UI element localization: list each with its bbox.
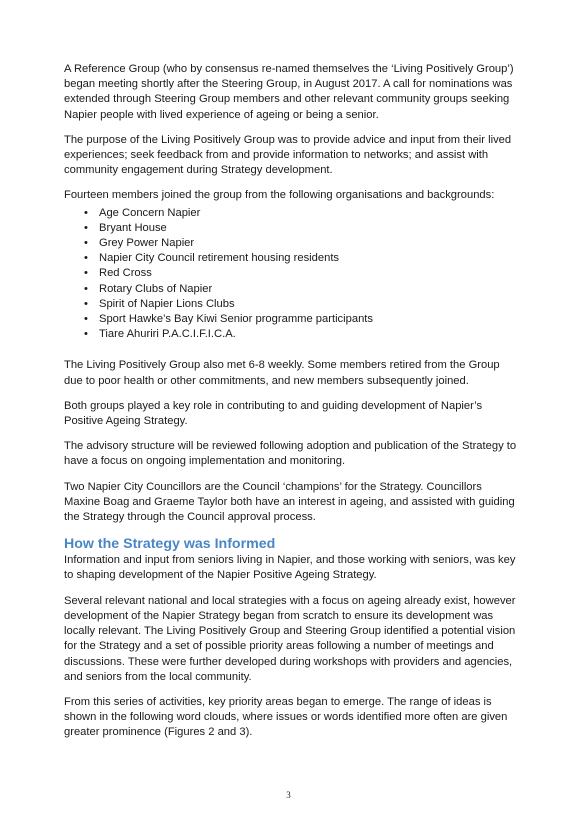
list-item: • Tiare Ahuriri P.A.C.I.F.I.C.A. bbox=[64, 327, 520, 342]
group-paragraph-key-role: Both groups played a key role in contributing to and guiding development of Napier’s Positive Ageing Strategy. bbox=[64, 399, 483, 428]
organisation-list bbox=[64, 206, 520, 343]
list-item: • Rotary Clubs of Napier bbox=[64, 282, 520, 297]
informed-paragraph-strategies: Several relevant national and local strategies with a focus on ageing already exist, however development of the Napier Strategy began from scratch to ensure its development was locally relevant. The Living Positively Group and Steering Group identified a potential vision for the Strategy and a set of possible priority areas following a number of meetings and discussions. These were further developed during workshops with providers and agencies, and seniors from the local community. bbox=[64, 594, 516, 683]
section-heading: How the Strategy was Informed bbox=[64, 536, 276, 553]
intro-paragraph-members: Fourteen members joined the group from the following organisations and backgrounds: bbox=[64, 189, 495, 202]
document-body bbox=[64, 62, 520, 751]
intro-paragraph-purpose: The purpose of the Living Positively Group was to provide advice and input from their lived experiences; seek feedback from and provide information to networks; and assist with community engagement during Strategy development. bbox=[64, 133, 512, 177]
intro-paragraph-reference-group: A Reference Group (who by consensus re-named themselves the ‘Living Positively Group’) began meeting shortly after the Steering Group, in August 2017. A call for nominations was extended through Steering Group members and other relevant community groups seeking Napier people with lived experience of ageing or being a senior. bbox=[64, 63, 514, 121]
list-item: • Sport Hawke’s Bay Kiwi Senior programme participants bbox=[64, 312, 520, 327]
list-item: • Bryant House bbox=[64, 221, 520, 236]
list-item: • Age Concern Napier bbox=[64, 206, 520, 221]
informed-paragraph-word-clouds: From this series of activities, key priority areas began to emerge. The range of ideas is shown in the following word clouds, where issues or words identified more often are given greater prominence (Figures 2 and 3). bbox=[64, 695, 508, 739]
group-paragraph-review: The advisory structure will be reviewed following adoption and publication of the Strategy to have a focus on ongoing implementation and monitoring. bbox=[64, 440, 517, 468]
list-item: • Spirit of Napier Lions Clubs bbox=[64, 297, 520, 312]
list-item: • Red Cross bbox=[64, 266, 520, 281]
list-item: • Napier City Council retirement housing residents bbox=[64, 251, 520, 266]
group-paragraph-meetings: The Living Positively Group also met 6-8 weekly. Some members retired from the Group due to poor health or other commitments, and new members subsequently joined. bbox=[64, 359, 500, 387]
page-number: 3 bbox=[286, 790, 291, 800]
list-item: • Grey Power Napier bbox=[64, 236, 520, 251]
group-paragraph-champions: Two Napier City Councillors are the Council ‘champions’ for the Strategy. Councillors Maxine Boag and Graeme Taylor both have an interest in ageing, and assisted with guiding the Strategy through the Council approval process. bbox=[64, 480, 515, 524]
informed-paragraph-input: Information and input from seniors living in Napier, and those working with seniors, was key to shaping development of the Napier Positive Ageing Strategy. bbox=[64, 554, 516, 582]
